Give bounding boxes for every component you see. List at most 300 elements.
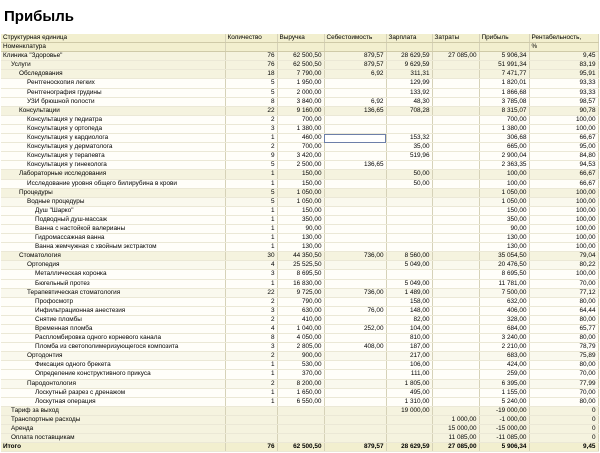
- cell-revenue: 6 550,00: [277, 397, 324, 406]
- cell-expenses: [432, 170, 479, 179]
- cell-revenue: 1 050,00: [277, 188, 324, 197]
- cell-cost: [324, 361, 386, 370]
- report-row[interactable]: [1, 434, 598, 443]
- cell-salary: 1 310,00: [386, 397, 432, 406]
- cell-revenue: 1 040,00: [277, 325, 324, 334]
- cell-revenue: 3 420,00: [277, 152, 324, 161]
- cell-name: Фиксация одного брекета: [1, 361, 225, 370]
- cell-profit: 2 210,00: [479, 343, 529, 352]
- cell-revenue: 44 350,50: [277, 252, 324, 261]
- cell-profit: 665,00: [479, 143, 529, 152]
- cell-profit: 328,00: [479, 315, 529, 324]
- cell-salary: 48,30: [386, 97, 432, 106]
- cell-profit: 8 315,07: [479, 106, 529, 115]
- report-row[interactable]: [1, 270, 598, 279]
- cell-profitability: 100,00: [529, 270, 598, 279]
- cell-name: Лоскутная операция: [1, 397, 225, 406]
- cell-qty: 2: [225, 115, 277, 124]
- cell-qty: 5: [225, 197, 277, 206]
- cell-profit: 8 695,50: [479, 270, 529, 279]
- report-row[interactable]: [1, 415, 598, 424]
- cell-profit: 100,00: [479, 179, 529, 188]
- cell-profit: 259,00: [479, 370, 529, 379]
- cell-qty: 5: [225, 188, 277, 197]
- cell-cost: [324, 115, 386, 124]
- cell-salary: [386, 124, 432, 133]
- cell-profit: 1 050,00: [479, 197, 529, 206]
- cell-salary: 519,96: [386, 152, 432, 161]
- report-row[interactable]: [1, 288, 598, 297]
- cell-profitability: 80,00: [529, 334, 598, 343]
- report-row[interactable]: [1, 124, 598, 133]
- header-blank: [225, 43, 277, 52]
- cell-revenue: [277, 434, 324, 443]
- total-label: Итого: [1, 443, 225, 452]
- cell-cost: 879,57: [324, 61, 386, 70]
- cell-salary: [386, 234, 432, 243]
- cell-cost: [324, 179, 386, 188]
- cell-revenue: 2 805,00: [277, 343, 324, 352]
- cell-cost: 252,00: [324, 325, 386, 334]
- cell-cost: 736,00: [324, 252, 386, 261]
- cell-qty: 2: [225, 379, 277, 388]
- cell-cost: [324, 379, 386, 388]
- cell-salary: [386, 197, 432, 206]
- report-row[interactable]: [1, 388, 598, 397]
- report-row[interactable]: [1, 279, 598, 288]
- cell-profit: 1 820,01: [479, 79, 529, 88]
- report-row[interactable]: [1, 70, 598, 79]
- cell-profitability: 70,00: [529, 388, 598, 397]
- cell-expenses: [432, 288, 479, 297]
- cell-qty: 4: [225, 325, 277, 334]
- cell-salary: 153,32: [386, 134, 432, 143]
- report-row[interactable]: [1, 370, 598, 379]
- cell-profit: 5 240,00: [479, 397, 529, 406]
- cell-name: Тариф за выход: [1, 406, 225, 415]
- cell-revenue: [277, 406, 324, 415]
- cell-cost: [324, 206, 386, 215]
- report-row[interactable]: [1, 197, 598, 206]
- report-row[interactable]: [1, 215, 598, 224]
- cell-cost: [324, 152, 386, 161]
- report-row[interactable]: [1, 334, 598, 343]
- cell-profitability: 100,00: [529, 115, 598, 124]
- report-row[interactable]: [1, 152, 598, 161]
- cell-profit: 130,00: [479, 243, 529, 252]
- cell-qty: 30: [225, 252, 277, 261]
- report-row[interactable]: [1, 143, 598, 152]
- report-row[interactable]: [1, 252, 598, 261]
- header-blank: [386, 43, 432, 52]
- cell-qty: 3: [225, 306, 277, 315]
- cell-profit: 150,00: [479, 206, 529, 215]
- cell-revenue: 150,00: [277, 206, 324, 215]
- report-row[interactable]: [1, 97, 598, 106]
- report-row[interactable]: [1, 343, 598, 352]
- cell-expenses: [432, 234, 479, 243]
- cell-revenue: 8 200,00: [277, 379, 324, 388]
- cell-profitability: 80,00: [529, 297, 598, 306]
- cell-profit: 7 500,00: [479, 288, 529, 297]
- col-header-nomenclature[interactable]: Номенклатура: [1, 43, 225, 52]
- cell-expenses: [432, 315, 479, 324]
- cell-profitability: 66,67: [529, 170, 598, 179]
- cell-name: Подводный душ-массаж: [1, 215, 225, 224]
- cell-profitability: 80,00: [529, 397, 598, 406]
- cell-expenses: [432, 143, 479, 152]
- report-row[interactable]: [1, 224, 598, 233]
- report-row[interactable]: [1, 234, 598, 243]
- cell-salary: [386, 270, 432, 279]
- cell-qty: 4: [225, 261, 277, 270]
- cell-profitability: 66,67: [529, 134, 598, 143]
- cell-expenses: [432, 106, 479, 115]
- cell-name: Временная пломба: [1, 325, 225, 334]
- total-revenue: 62 500,50: [277, 443, 324, 452]
- cell-qty: 1: [225, 361, 277, 370]
- cell-expenses: 11 085,00: [432, 434, 479, 443]
- col-header-qty[interactable]: Количество: [225, 34, 277, 43]
- cell-profitability: 80,22: [529, 261, 598, 270]
- cell-qty: 3: [225, 343, 277, 352]
- cell-salary: [386, 434, 432, 443]
- cell-salary: 217,00: [386, 352, 432, 361]
- cell-expenses: [432, 224, 479, 233]
- cell-qty: 1: [225, 370, 277, 379]
- report-row[interactable]: [1, 179, 598, 188]
- cell-expenses: [432, 188, 479, 197]
- cell-name: Терапевтическая стоматология: [1, 288, 225, 297]
- report-row[interactable]: [1, 425, 598, 434]
- cell-profit: 2 900,04: [479, 152, 529, 161]
- report-row[interactable]: [1, 406, 598, 415]
- cell-salary: 28 629,59: [386, 52, 432, 61]
- cell-revenue: 460,00: [277, 134, 324, 143]
- col-header-expenses[interactable]: Затраты: [432, 34, 479, 43]
- report-row[interactable]: [1, 297, 598, 306]
- cell-qty: 2: [225, 315, 277, 324]
- cell-revenue: 62 500,50: [277, 61, 324, 70]
- cell-cost: [324, 224, 386, 233]
- report-row[interactable]: [1, 243, 598, 252]
- cell-salary: 311,31: [386, 70, 432, 79]
- cell-profit: 350,00: [479, 215, 529, 224]
- cell-salary: 8 560,00: [386, 252, 432, 261]
- cell-profitability: 80,00: [529, 361, 598, 370]
- cell-name: Процедуры: [1, 188, 225, 197]
- report-row[interactable]: [1, 397, 598, 406]
- cell-name: Распломбировка одного корневого канала: [1, 334, 225, 343]
- col-header-unit[interactable]: Структурная единица: [1, 34, 225, 43]
- cell-revenue: 370,00: [277, 370, 324, 379]
- cell-salary: [386, 415, 432, 424]
- cell-expenses: 15 000,00: [432, 425, 479, 434]
- report-row[interactable]: [1, 79, 598, 88]
- cell-qty: 5: [225, 79, 277, 88]
- cell-qty: 1: [225, 397, 277, 406]
- cell-cost: [324, 415, 386, 424]
- cell-profitability: 100,00: [529, 197, 598, 206]
- cell-qty: 2: [225, 143, 277, 152]
- cell-expenses: [432, 270, 479, 279]
- cell-salary: 35,00: [386, 143, 432, 152]
- cell-profitability: 84,80: [529, 152, 598, 161]
- cell-revenue: 700,00: [277, 143, 324, 152]
- col-header-profitability[interactable]: Рентабельность,: [529, 34, 598, 43]
- report-row[interactable]: [1, 52, 598, 61]
- cell-salary: 106,00: [386, 361, 432, 370]
- cell-expenses: [432, 206, 479, 215]
- cell-revenue: [277, 415, 324, 424]
- cell-cost: 6,92: [324, 97, 386, 106]
- report-row[interactable]: [1, 361, 598, 370]
- cell-cost: [324, 124, 386, 133]
- cell-profit: 7 471,77: [479, 70, 529, 79]
- cell-salary: 708,28: [386, 106, 432, 115]
- cell-expenses: [432, 134, 479, 143]
- cell-name: Консультации: [1, 106, 225, 115]
- cell-revenue: 350,00: [277, 215, 324, 224]
- cell-profitability: 70,00: [529, 370, 598, 379]
- cell-expenses: [432, 279, 479, 288]
- cell-expenses: [432, 343, 479, 352]
- cell-expenses: [432, 352, 479, 361]
- cell-name: Консультация у дерматолога: [1, 143, 225, 152]
- cell-name: Консультация у терапевта: [1, 152, 225, 161]
- cell-name: Консультация у педиатра: [1, 115, 225, 124]
- cell-qty: [225, 434, 277, 443]
- cell-profitability: 70,00: [529, 279, 598, 288]
- cell-name: Металлическая коронка: [1, 270, 225, 279]
- cell-qty: 22: [225, 106, 277, 115]
- col-header-revenue[interactable]: Выручка: [277, 34, 324, 43]
- report-row[interactable]: [1, 352, 598, 361]
- cell-name: Рентгенография грудины: [1, 88, 225, 97]
- cell-qty: 1: [225, 134, 277, 143]
- cell-cost: 6,92: [324, 70, 386, 79]
- cell-revenue: 3 840,00: [277, 97, 324, 106]
- cell-revenue: 150,00: [277, 170, 324, 179]
- cell-profit: 130,00: [479, 234, 529, 243]
- cell-name: Консультация у гинеколога: [1, 161, 225, 170]
- cell-cost: [324, 352, 386, 361]
- cell-qty: 18: [225, 70, 277, 79]
- cell-profitability: 9,45: [529, 52, 598, 61]
- cell-name: Гидромассажная ванна: [1, 234, 225, 243]
- cell-profit: 683,00: [479, 352, 529, 361]
- cell-qty: 5: [225, 88, 277, 97]
- cell-profitability: 0: [529, 406, 598, 415]
- cell-cost: [324, 188, 386, 197]
- cell-revenue: 130,00: [277, 234, 324, 243]
- cell-profitability: 77,12: [529, 288, 598, 297]
- cell-expenses: [432, 215, 479, 224]
- cell-revenue: [277, 425, 324, 434]
- header-blank: [432, 43, 479, 52]
- report-row[interactable]: [1, 88, 598, 97]
- col-header-cost[interactable]: Себестоимость: [324, 34, 386, 43]
- cell-profitability: 65,77: [529, 325, 598, 334]
- report-row[interactable]: [1, 115, 598, 124]
- cell-revenue: 62 500,50: [277, 52, 324, 61]
- cell-salary: [386, 243, 432, 252]
- cell-profit: 90,00: [479, 224, 529, 233]
- cell-profit: 20 476,50: [479, 261, 529, 270]
- report-row[interactable]: [1, 61, 598, 70]
- cell-profit: 1 380,00: [479, 124, 529, 133]
- cell-cost: [324, 170, 386, 179]
- cell-profit: 684,00: [479, 325, 529, 334]
- cell-profitability: 94,53: [529, 161, 598, 170]
- cell-profit: 3 240,00: [479, 334, 529, 343]
- cell-revenue: 410,00: [277, 315, 324, 324]
- cell-salary: [386, 161, 432, 170]
- report-row[interactable]: [1, 206, 598, 215]
- report-row[interactable]: [1, 188, 598, 197]
- cell-name: Аренда: [1, 425, 225, 434]
- header-row: [1, 34, 598, 43]
- cell-name: Транспортные расходы: [1, 415, 225, 424]
- cell-revenue: 530,00: [277, 361, 324, 370]
- cell-cost: [324, 388, 386, 397]
- cell-revenue: 1 650,00: [277, 388, 324, 397]
- total-row[interactable]: [1, 443, 598, 452]
- cell-profit: -19 000,00: [479, 406, 529, 415]
- cell-profitability: 78,79: [529, 343, 598, 352]
- cell-revenue: 1 950,00: [277, 79, 324, 88]
- cell-profitability: 90,78: [529, 106, 598, 115]
- cell-cost: [324, 88, 386, 97]
- report-row[interactable]: [1, 306, 598, 315]
- col-header-salary[interactable]: Зарплата: [386, 34, 432, 43]
- cell-name: Пломба из светополимеризующегося композита: [1, 343, 225, 352]
- cell-salary: 50,00: [386, 179, 432, 188]
- cell-revenue: 700,00: [277, 115, 324, 124]
- cell-name: Водные процедуры: [1, 197, 225, 206]
- cell-revenue: 2 500,00: [277, 161, 324, 170]
- cell-profitability: 100,00: [529, 243, 598, 252]
- cell-expenses: [432, 124, 479, 133]
- cell-expenses: [432, 252, 479, 261]
- cell-revenue: 25 525,50: [277, 261, 324, 270]
- cell-profit: -1 000,00: [479, 415, 529, 424]
- cell-profit: 5 906,34: [479, 52, 529, 61]
- cell-profitability: 100,00: [529, 234, 598, 243]
- cell-name: Определение конструктивного прикуса: [1, 370, 225, 379]
- cell-name: Профосмотр: [1, 297, 225, 306]
- cell-expenses: [432, 297, 479, 306]
- report-row[interactable]: [1, 134, 598, 143]
- cell-qty: 76: [225, 52, 277, 61]
- cell-profitability: 83,19: [529, 61, 598, 70]
- cell-salary: 148,00: [386, 306, 432, 315]
- cell-qty: 22: [225, 288, 277, 297]
- cell-salary: 5 049,00: [386, 261, 432, 270]
- cell-name: Пародонтология: [1, 379, 225, 388]
- cell-expenses: [432, 161, 479, 170]
- cell-profitability: 77,99: [529, 379, 598, 388]
- cell-expenses: [432, 388, 479, 397]
- report-row[interactable]: [1, 170, 598, 179]
- cell-qty: 1: [225, 215, 277, 224]
- cell-expenses: [432, 334, 479, 343]
- cell-expenses: [432, 97, 479, 106]
- cell-salary: 104,00: [386, 325, 432, 334]
- cell-profit: 1 866,68: [479, 88, 529, 97]
- cell-qty: 3: [225, 270, 277, 279]
- cell-expenses: [432, 397, 479, 406]
- cell-expenses: [432, 115, 479, 124]
- cell-profitability: 93,33: [529, 88, 598, 97]
- report-row[interactable]: [1, 261, 598, 270]
- cell-name: Бюгельный протез: [1, 279, 225, 288]
- cell-expenses: [432, 61, 479, 70]
- cell-qty: 2: [225, 352, 277, 361]
- cell-salary: 129,99: [386, 79, 432, 88]
- cell-profit: 424,00: [479, 361, 529, 370]
- report-row[interactable]: [1, 161, 598, 170]
- col-header-profit[interactable]: Прибыль: [479, 34, 529, 43]
- cell-expenses: [432, 179, 479, 188]
- profit-report-table: [1, 34, 599, 452]
- cell-salary: [386, 215, 432, 224]
- cell-name: Обследования: [1, 70, 225, 79]
- cell-qty: [225, 406, 277, 415]
- report-row[interactable]: [1, 379, 598, 388]
- cell-salary: 1 805,00: [386, 379, 432, 388]
- cell-profit: 3 785,08: [479, 97, 529, 106]
- cell-name: Рентгеноскопия легких: [1, 79, 225, 88]
- header-row-2: [1, 43, 598, 52]
- total-qty: 76: [225, 443, 277, 452]
- report-row[interactable]: [1, 315, 598, 324]
- cell-salary: 82,00: [386, 315, 432, 324]
- cell-name: Консультация у кардиолога: [1, 134, 225, 143]
- cell-cost: [324, 243, 386, 252]
- cell-profit: 35 054,50: [479, 252, 529, 261]
- cell-profit: 100,00: [479, 170, 529, 179]
- report-row[interactable]: [1, 106, 598, 115]
- cell-profitability: 95,91: [529, 70, 598, 79]
- cell-salary: [386, 115, 432, 124]
- cell-profit: 1 155,00: [479, 388, 529, 397]
- cell-cost: 408,00: [324, 343, 386, 352]
- cell-profit: -15 000,00: [479, 425, 529, 434]
- cell-cost: [324, 79, 386, 88]
- cell-qty: 76: [225, 61, 277, 70]
- report-row[interactable]: [1, 325, 598, 334]
- cell-name: Консультация у ортопеда: [1, 124, 225, 133]
- cell-profitability: 0: [529, 425, 598, 434]
- cell-profitability: 100,00: [529, 124, 598, 133]
- cell-revenue: 1 380,00: [277, 124, 324, 133]
- cell-qty: 1: [225, 206, 277, 215]
- cell-profit: 406,00: [479, 306, 529, 315]
- total-profitability: 9,45: [529, 443, 598, 452]
- cell-qty: 1: [225, 170, 277, 179]
- cell-cost: 736,00: [324, 288, 386, 297]
- cell-salary: 50,00: [386, 170, 432, 179]
- cell-salary: 9 629,59: [386, 61, 432, 70]
- cell-salary: 158,00: [386, 297, 432, 306]
- cell-profitability: 0: [529, 434, 598, 443]
- cell-salary: [386, 425, 432, 434]
- cell-expenses: [432, 79, 479, 88]
- cell-profitability: 75,89: [529, 352, 598, 361]
- cell-revenue: 7 790,00: [277, 70, 324, 79]
- selected-cell[interactable]: [324, 134, 386, 143]
